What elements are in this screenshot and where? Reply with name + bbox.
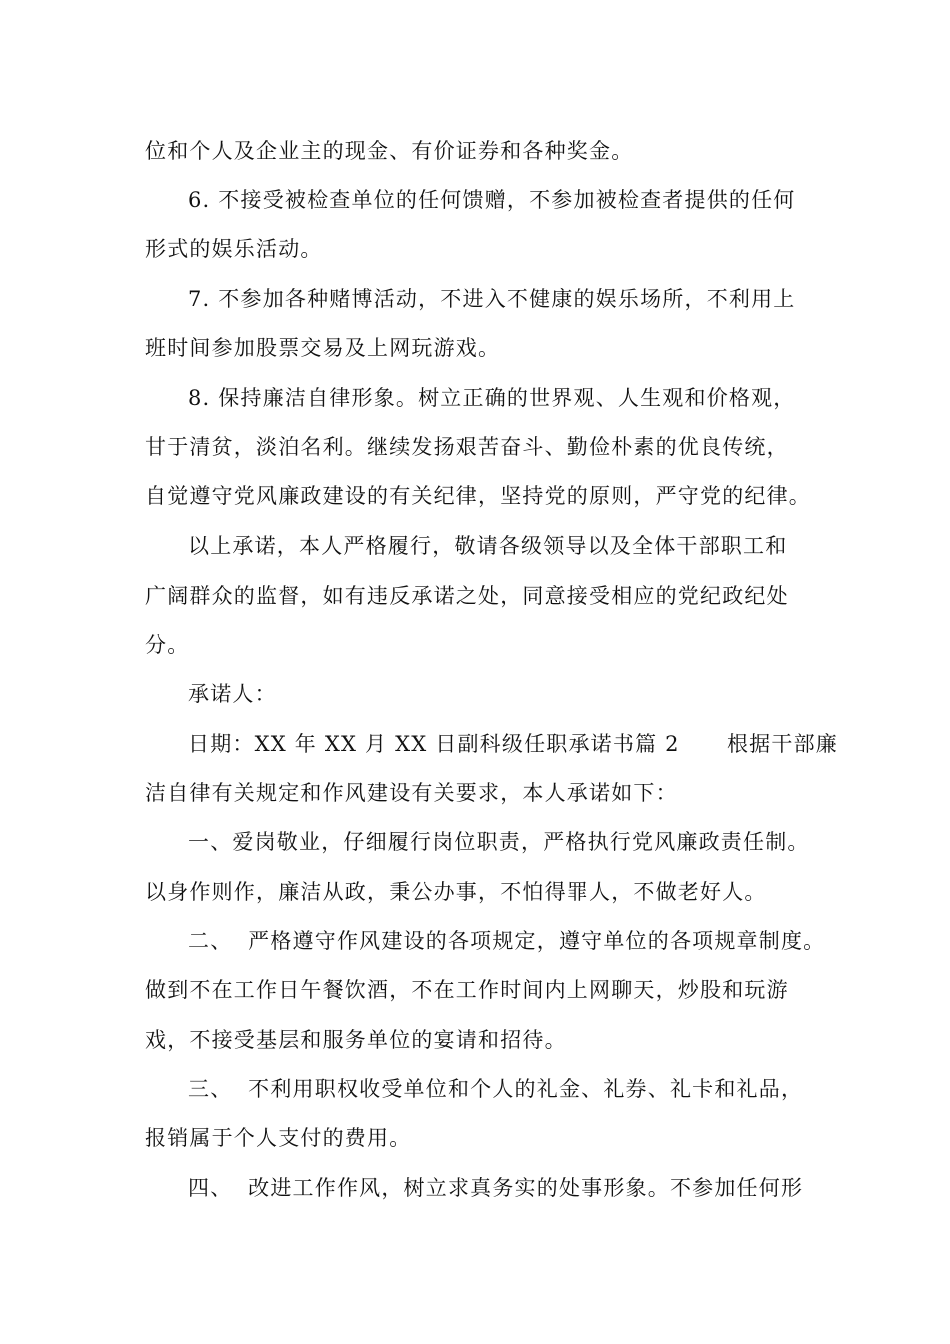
text-line: 做到不在工作日午餐饮酒，不在工作时间内上网聊天，炒股和玩游: [145, 978, 789, 1002]
text-line: 分。: [145, 633, 190, 657]
text-line: 二、 严格遵守作风建设的各项规定，遵守单位的各项规章制度。: [188, 929, 826, 953]
text-line: 以身作则作，廉洁从政，秉公办事，不怕得罪人，不做老好人。: [145, 880, 767, 904]
text-line: 戏，不接受基层和服务单位的宴请和招待。: [145, 1028, 567, 1052]
text-line: 三、 不利用职权收受单位和个人的礼金、礼券、礼卡和礼品，: [188, 1077, 804, 1101]
text-line: 8. 保持廉洁自律形象。树立正确的世界观、人生观和价格观，: [188, 386, 796, 410]
text-line: 6. 不接受被检查单位的任何馈赠，不参加被检查者提供的任何: [188, 188, 796, 212]
text-line: 一、爱岗敬业，仔细履行岗位职责，严格执行党风廉政责任制。: [188, 830, 810, 854]
text-line: 广阔群众的监督，如有违反承诺之处，同意接受相应的党纪政纪处: [145, 584, 789, 608]
text-line: 报销属于个人支付的费用。: [145, 1126, 412, 1150]
text-line: 7. 不参加各种赌博活动，不进入不健康的娱乐场所，不利用上: [188, 287, 796, 311]
text-line: 位和个人及企业主的现金、有价证券和各种奖金。: [145, 139, 634, 163]
text-line: 洁自律有关规定和作风建设有关要求，本人承诺如下：: [145, 781, 678, 805]
text-line: 日期：XX 年 XX 月 XX 日副科级任职承诺书篇 2 根据干部廉: [188, 732, 838, 756]
text-line: 形式的娱乐活动。: [145, 237, 323, 261]
text-line: 甘于清贫，淡泊名利。继续发扬艰苦奋斗、勤俭朴素的优良传统，: [145, 435, 789, 459]
text-line: 以上承诺，本人严格履行，敬请各级领导以及全体干部职工和: [188, 534, 788, 558]
text-line: 班时间参加股票交易及上网玩游戏。: [145, 336, 501, 360]
text-line: 承诺人：: [188, 682, 277, 706]
text-line: 四、 改进工作作风，树立求真务实的处事形象。不参加任何形: [188, 1176, 804, 1200]
text-line: 自觉遵守党风廉政建设的有关纪律，坚持党的原则，严守党的纪律。: [145, 484, 811, 508]
